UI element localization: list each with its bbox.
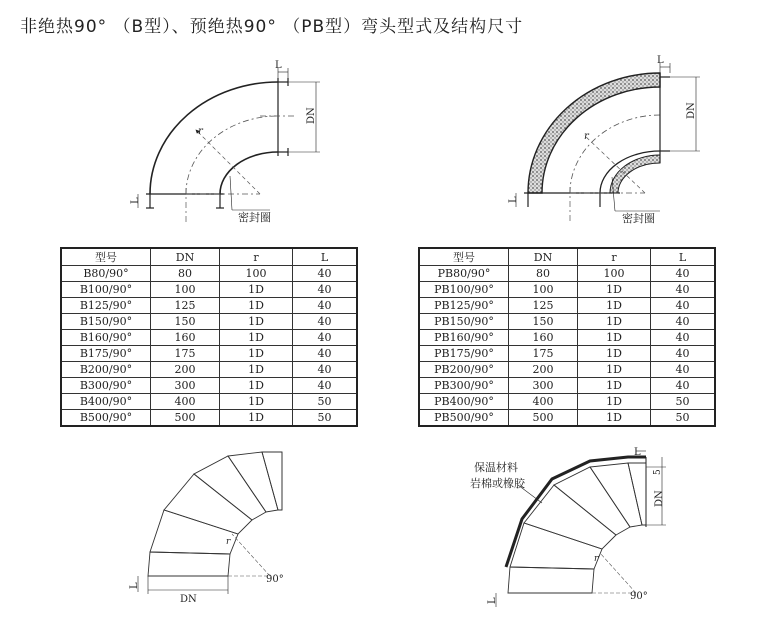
table-cell: B500/90° [61, 410, 151, 427]
table-cell: B300/90° [61, 378, 151, 394]
table-cell: 40 [293, 378, 358, 394]
radius-label: r [198, 126, 203, 137]
table-cell: 40 [293, 282, 358, 298]
angle-label: 90° [266, 574, 284, 585]
table-cell: 200 [151, 362, 220, 378]
header-cell: 型号 [61, 248, 151, 266]
header-cell: r [220, 248, 293, 266]
bottom-l-label: L [130, 197, 141, 204]
top-l-label: L [275, 60, 282, 71]
table-cell: 40 [651, 330, 716, 346]
table-cell: 40 [651, 266, 716, 282]
table-cell: 160 [151, 330, 220, 346]
table-row [419, 410, 715, 427]
table-cell: 40 [651, 362, 716, 378]
table-cell: 1D [578, 394, 651, 410]
table-cell: PB125/90° [419, 298, 509, 314]
table-cell: 40 [651, 346, 716, 362]
table-row [419, 282, 715, 298]
table-row [61, 410, 357, 427]
table-cell: 1D [220, 298, 293, 314]
table-cell: 1D [578, 346, 651, 362]
seal-ring-label: 密封圈 [622, 212, 655, 225]
seal-ring-label: 密封圈 [238, 211, 271, 224]
bottom-l-label: L [508, 196, 519, 203]
top-l-label: L [657, 55, 664, 66]
dn-label: DN [180, 594, 197, 605]
table-row [61, 346, 357, 362]
table-cell: 150 [509, 314, 578, 330]
table-cell: 400 [509, 394, 578, 410]
table-cell: 300 [509, 378, 578, 394]
radius-label: r [594, 554, 599, 564]
table-cell: B125/90° [61, 298, 151, 314]
table-row [419, 362, 715, 378]
table-cell: 1D [220, 378, 293, 394]
table-cell: 1D [578, 362, 651, 378]
table-cell: 40 [651, 298, 716, 314]
table-cell: B80/90° [61, 266, 151, 282]
table-cell: 1D [220, 330, 293, 346]
pb-type-elbow-drawing [500, 55, 730, 235]
table-header-row [419, 248, 715, 266]
table-cell: 40 [293, 346, 358, 362]
header-cell: DN [509, 248, 578, 266]
table-cell: B160/90° [61, 330, 151, 346]
dn-label: DN [686, 102, 697, 119]
table-cell: PB300/90° [419, 378, 509, 394]
table-row [61, 394, 357, 410]
table-row [61, 282, 357, 298]
table-cell: 40 [293, 330, 358, 346]
table-cell: 500 [151, 410, 220, 427]
table-cell: 1D [578, 298, 651, 314]
table-cell: 125 [509, 298, 578, 314]
table-cell: 1D [220, 314, 293, 330]
table-cell: PB200/90° [419, 362, 509, 378]
bottom-l-label: L [487, 597, 498, 604]
table-cell: 80 [151, 266, 220, 282]
table-cell: 40 [651, 314, 716, 330]
table-row [419, 394, 715, 410]
table-cell: 1D [220, 346, 293, 362]
table-row [61, 330, 357, 346]
table-cell: 1D [578, 314, 651, 330]
angle-label: 90° [630, 591, 648, 602]
header-cell: L [293, 248, 358, 266]
table-cell: 1D [220, 362, 293, 378]
header-cell: 型号 [419, 248, 509, 266]
table-cell: B200/90° [61, 362, 151, 378]
table-cell: 175 [509, 346, 578, 362]
table-cell: 100 [220, 266, 293, 282]
table-cell: 50 [651, 394, 716, 410]
table-cell: 1D [220, 410, 293, 427]
table-cell: PB400/90° [419, 394, 509, 410]
table-cell: 100 [151, 282, 220, 298]
table-cell: 200 [509, 362, 578, 378]
table-row [61, 378, 357, 394]
table-cell: 40 [293, 314, 358, 330]
table-cell: B175/90° [61, 346, 151, 362]
table-header-row [61, 248, 357, 266]
table-cell: 40 [293, 362, 358, 378]
table-cell: 150 [151, 314, 220, 330]
table-row [61, 362, 357, 378]
table-cell: PB150/90° [419, 314, 509, 330]
table-cell: 300 [151, 378, 220, 394]
dn-label: DN [306, 107, 317, 124]
table-cell: 50 [293, 394, 358, 410]
table-cell: B400/90° [61, 394, 151, 410]
table-cell: 40 [293, 298, 358, 314]
table-row [419, 346, 715, 362]
table-row [61, 266, 357, 282]
b-type-elbow-drawing [120, 58, 350, 238]
table-row [419, 298, 715, 314]
radius-label: r [226, 537, 231, 547]
pb-type-spec-table [418, 247, 716, 427]
header-cell: r [578, 248, 651, 266]
table-cell: 1D [220, 394, 293, 410]
table-cell: PB160/90° [419, 330, 509, 346]
table-row [419, 314, 715, 330]
table-cell: 125 [151, 298, 220, 314]
b-type-segmented-elbow-drawing [120, 448, 320, 618]
table-cell: 50 [651, 410, 716, 427]
table-cell: PB175/90° [419, 346, 509, 362]
table-row [419, 330, 715, 346]
table-cell: 500 [509, 410, 578, 427]
page-title: 非绝热90° （B型）、预绝热90° （PB型）弯头型式及结构尺寸 [20, 17, 524, 37]
table-cell: 1D [578, 330, 651, 346]
table-row [419, 378, 715, 394]
table-cell: 100 [509, 282, 578, 298]
table-cell: 40 [651, 282, 716, 298]
table-cell: 1D [578, 378, 651, 394]
table-cell: 80 [509, 266, 578, 282]
table-cell: B100/90° [61, 282, 151, 298]
table-cell: B150/90° [61, 314, 151, 330]
b-type-spec-table [60, 247, 358, 427]
dim-5-label: 5 [653, 469, 663, 475]
table-cell: 1D [578, 410, 651, 427]
bottom-l-label: L [129, 582, 140, 589]
table-row [419, 266, 715, 282]
top-l-label: L [634, 447, 641, 458]
table-cell: 1D [220, 282, 293, 298]
table-cell: 1D [578, 282, 651, 298]
header-cell: DN [151, 248, 220, 266]
table-cell: 160 [509, 330, 578, 346]
table-row [61, 298, 357, 314]
table-cell: 175 [151, 346, 220, 362]
insulation-label-line2: 岩棉或橡胶 [470, 477, 525, 490]
radius-label: r [584, 131, 589, 142]
table-row [61, 314, 357, 330]
table-cell: 400 [151, 394, 220, 410]
table-cell: 50 [293, 410, 358, 427]
dn-label: DN [654, 490, 665, 507]
insulation-label-line1: 保温材料 [474, 461, 518, 474]
table-cell: 100 [578, 266, 651, 282]
table-cell: 40 [651, 378, 716, 394]
header-cell: L [651, 248, 716, 266]
table-cell: PB80/90° [419, 266, 509, 282]
table-cell: PB100/90° [419, 282, 509, 298]
table-cell: 40 [293, 266, 358, 282]
pb-type-segmented-elbow-drawing [460, 445, 690, 620]
table-cell: PB500/90° [419, 410, 509, 427]
